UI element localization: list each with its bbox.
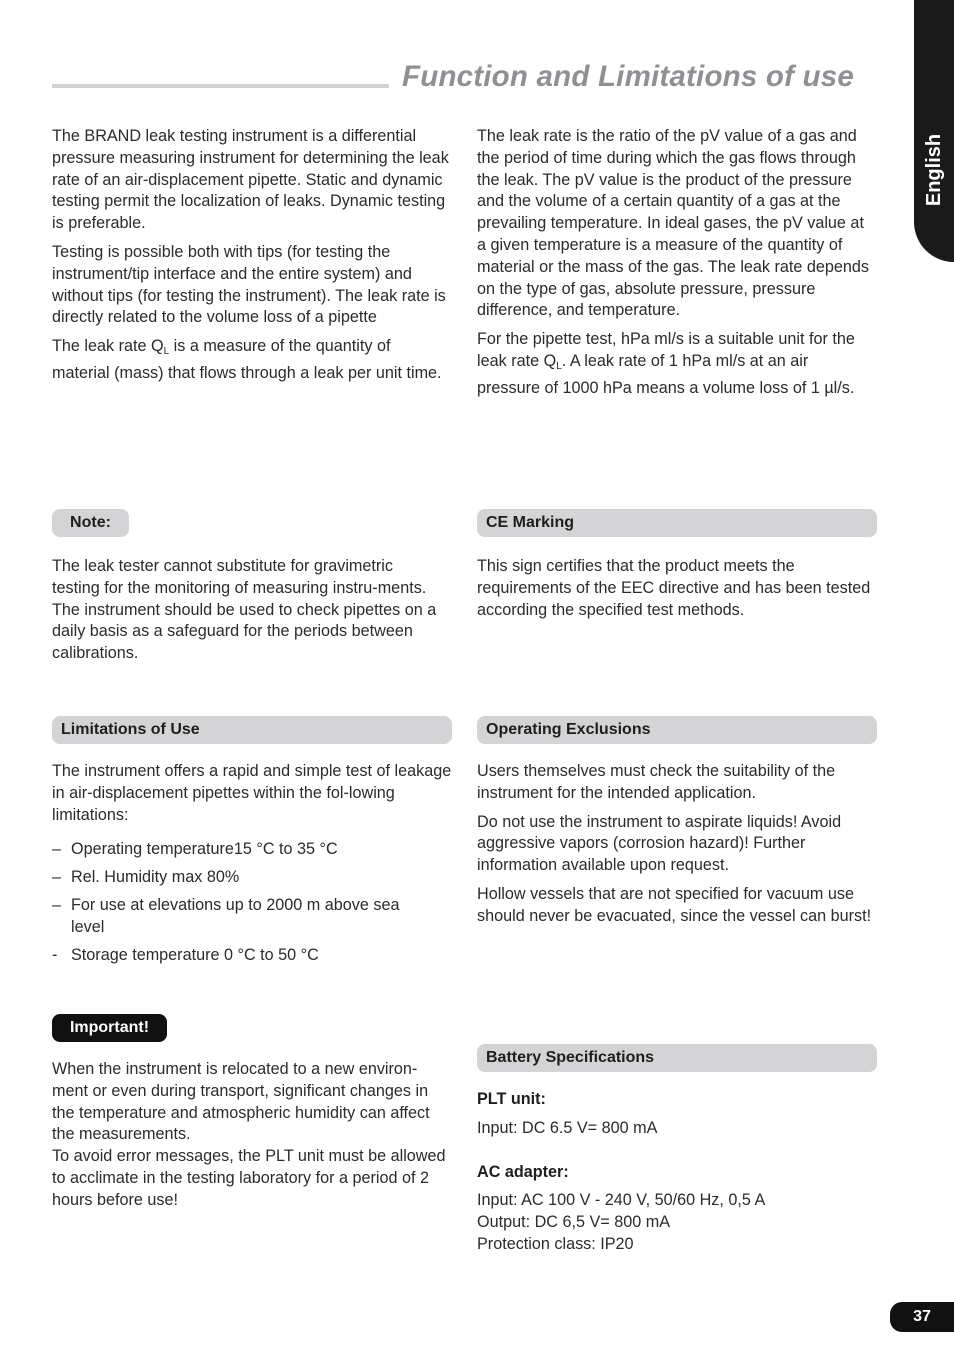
plt-unit-label: PLT unit: (477, 1090, 546, 1108)
limitations-section (52, 761, 452, 972)
ac-adapter-label: AC adapter: (477, 1162, 569, 1181)
limitations-intro: The instrument offers a rapid and simple test of leakage in air-displacement pipettes within the fol-lowing limitations: (52, 762, 452, 824)
header-rule (52, 84, 389, 88)
limitation-item: – Rel. Humidity max 80% (52, 868, 240, 887)
language-tab-label: English (923, 133, 945, 207)
limitation-item: - Storage temperature 0 °C to 50 °C (52, 945, 319, 964)
important-paragraph-1: When the instrument is relocated to a new environ-ment or even during transport, significant changes in the temperature and atmospheric humidity can affect the measurements. (52, 1060, 430, 1144)
battery-heading: Battery Specifications (477, 1044, 877, 1072)
limitation-item: – For use at elevations up to 2000 m above sea level (52, 895, 400, 936)
intro-left-column (52, 126, 452, 385)
note-text: The leak tester cannot substitute for gravimetric testing for the monitoring of measuring instru-ments. The instrument should be used to check pipettes on a daily basis as a safeguard for the periods between calibrations. (52, 557, 437, 663)
leak-rate-unit-paragraph: For the pipette test, hPa ml/s is a suitable unit for the leak rate $Q_L$. A leak rate of 1 hPa ml/s at an air pressure of 1000 hPa means a volume loss of 1 µl/s. (477, 330, 855, 397)
leak-rate-definition: The leak rate is the ratio of the pV value of a gas and the period of time during which the gas flows through the leak. The pV value is the product of the pressure and the volume of a certain quantity of a gas at the prevailing temperature. In ideal gases, the pV value at a given temperature is a measure of the quantity of material or the mass of the gas. The leak rate depends on the type of gas, absolute pressure, pressure difference, and temperature. (477, 127, 870, 320)
limitations-heading: Limitations of Use (52, 716, 452, 744)
exclusions-paragraph-2: Do not use the instrument to aspirate liquids! Avoid aggressive vapors (corrosion hazard)! Further information available upon request. (477, 812, 842, 875)
intro-paragraph-2: Testing is possible both with tips (for testing the instrument/tip interface and the entire system) and without tips (for testing the instrument). The leak rate is directly related to the volume loss of a pipette (52, 242, 446, 327)
ac-adapter-protection: Protection class: IP20 (477, 1234, 634, 1253)
important-section (52, 1059, 452, 1212)
exclusions-paragraph-1: Users themselves must check the suitability of the instrument for the intended application. (477, 762, 836, 802)
page-title: Function and Limitations of use (402, 60, 854, 93)
intro-right-column (477, 126, 873, 400)
ce-marking-heading: CE Marking (477, 509, 877, 537)
exclusions-section (477, 761, 873, 928)
intro-paragraph-3: The leak rate $Q_L$ is a measure of the quantity of material (mass) that flows through a leak per unit time. (52, 337, 442, 382)
ce-marking-text: This sign certifies that the product meets the requirements of the EEC directive and has been tested according the specified test methods. (477, 557, 871, 619)
note-label: Note: (52, 509, 129, 537)
ac-adapter-output: Output: DC 6,5 V= 800 mA (477, 1213, 671, 1232)
important-paragraph-2: To avoid error messages, the PLT unit must be allowed to acclimate in the testing laboratory for a period of 2 hours before use! (52, 1147, 446, 1209)
important-label: Important! (52, 1014, 167, 1042)
battery-section (477, 1089, 873, 1256)
limitations-list (52, 839, 452, 966)
intro-paragraph-1: The BRAND leak testing instrument is a differential pressure measuring instrument for determining the leak rate of an air-displacement pipette. Static and dynamic testing permit the localization of leaks. Dynamic testing is preferable. (52, 127, 449, 233)
ac-adapter-input: Input: AC 100 V - 240 V, 50/60 Hz, 0,5 A (477, 1191, 766, 1210)
exclusions-heading: Operating Exclusions (477, 716, 877, 744)
exclusions-paragraph-3: Hollow vessels that are not specified for vacuum use should never be evacuated, since the vessel can burst! (477, 884, 872, 925)
page-number: 37 (890, 1302, 954, 1332)
limitation-item: – Operating temperature15 °C to 35 °C (52, 840, 338, 859)
plt-unit-input: Input: DC 6.5 V= 800 mA (477, 1118, 658, 1137)
